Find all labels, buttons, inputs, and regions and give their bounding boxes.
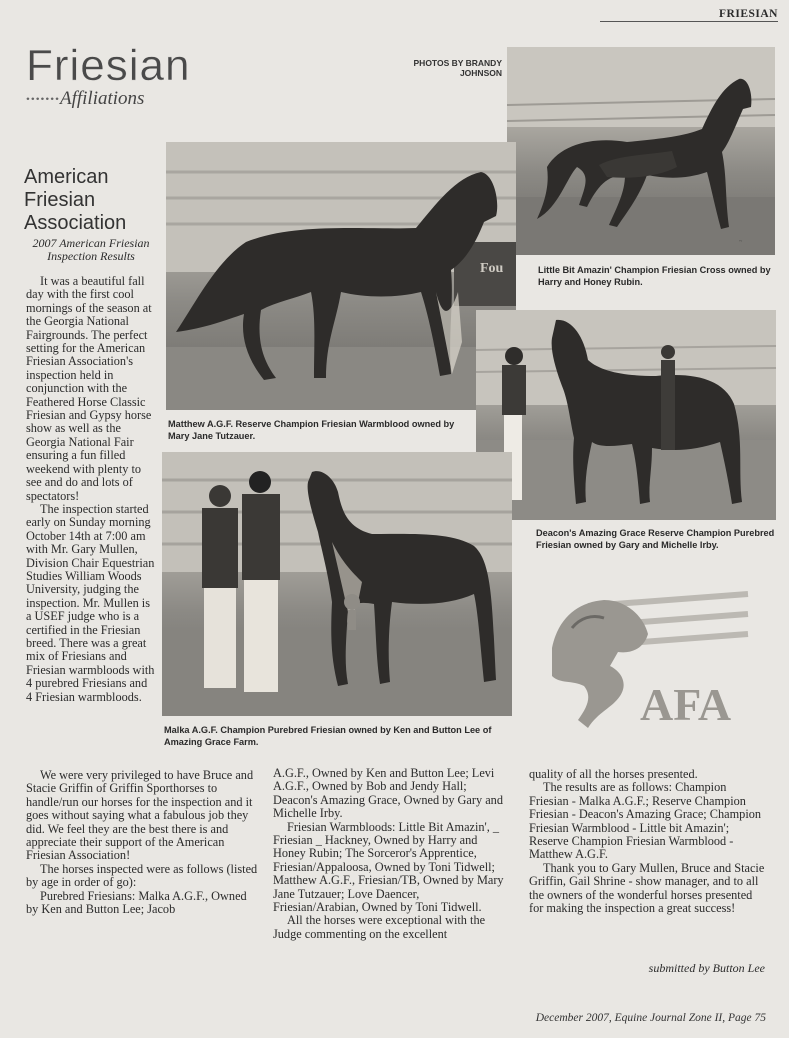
byline: submitted by Button Lee: [648, 961, 765, 975]
column-3: [529, 768, 765, 915]
article-headline: American Friesian Association: [24, 166, 127, 234]
paragraph: It was a beautiful fall day with the first cool mornings of the season at the Georgia National Fairgrounds. The perfect setting for the American Friesian Association's inspection held in conjunction with the Feathered Horse Classic Friesian and Gypsy horse show as well as the Georgia National Fair ensuring a fun filled weekend with plenty to see and do and lots of spectators!: [26, 275, 152, 503]
photo-malka: [162, 452, 512, 716]
banner-fragment: Fou: [480, 261, 504, 276]
paragraph: We were very privileged to have Bruce and Stacie Griffin of Griffin Sporthorses to handle/run our horses for the inspection and it goes without saying what a fabulous job they did. We feel they are the best there is and appreciate their support of the American Friesian Association!: [26, 768, 254, 863]
article-kicker: 2007 American Friesian Inspection Results: [32, 236, 150, 263]
photo-little-bit-amazin: [507, 47, 775, 255]
column-2: [273, 767, 505, 941]
logo-dots: •••••••: [26, 93, 60, 106]
logo-title: Friesian: [26, 41, 191, 90]
caption-deacons-amazing-grace: Deacon's Amazing Grace Reserve Champion Purebred Friesian owned by Gary and Michelle Irby.: [536, 528, 775, 550]
paragraph: The inspection started early on Sunday morning October 14th at 7:00 am with Mr. Gary Mullen, Division Chair Equestrian Studies William Woods University, judging the inspection. Mr. Mullen is a USEF judge who is a certified in the Friesian breed. There was a great mix of Friesians and Friesian warmbloods with 4 purebred Friesians and 4 Friesian warmbloods.: [26, 501, 155, 704]
photo-matthew: [166, 142, 516, 410]
page-footer: December 2007, Equine Journal Zone II, Page 75: [535, 1012, 766, 1024]
afa-logo-text: AFA: [640, 679, 732, 730]
paragraph: quality of all the horses presented.: [529, 767, 698, 781]
section-label: FRIESIAN: [600, 8, 778, 22]
paragraph: A.G.F., Owned by Ken and Button Lee; Levi A.G.F., Owned by Bob and Jendy Hall; Deacon's Amazing Grace, Owned by Gary and Michelle Irby.: [273, 766, 503, 821]
caption-little-bit-amazin: Little Bit Amazin' Champion Friesian Cross owned by Harry and Honey Rubin.: [538, 265, 771, 287]
caption-matthew: Matthew A.G.F. Reserve Champion Friesian Warmblood owned by Mary Jane Tutzauer.: [168, 419, 455, 441]
logo-subtitle: [26, 88, 144, 110]
column-1-narrow: [26, 275, 156, 762]
paragraph: Thank you to Gary Mullen, Bruce and Stacie Griffin, Gail Shrine - show manager, and to all the owners of the wonderful horses presented for making the inspection a great success!: [529, 860, 765, 916]
svg-text:~: ~: [739, 239, 743, 245]
paragraph: Purebred Friesians: Malka A.G.F., Owned by Ken and Button Lee; Jacob: [26, 888, 247, 917]
afa-logo: [548, 588, 754, 732]
photo-credit: PHOTOS BY BRANDY JOHNSON: [413, 58, 502, 78]
paragraph: The horses inspected were as follows (listed by age in order of go):: [26, 861, 258, 890]
caption-malka: Malka A.G.F. Champion Purebred Friesian owned by Ken and Button Lee of Amazing Grace Farm.: [164, 725, 492, 747]
paragraph: The results are as follows: Champion Friesian - Malka A.G.F.; Reserve Champion Friesian - Deacon's Amazing Grace; Champion Friesian Warmblood - Little bit Amazin'; Reserve Champion Friesian Warmblood - Matthew A.G.F.: [529, 780, 762, 862]
photo-deacons-amazing-grace: [476, 310, 776, 520]
logo-subtitle-text: Affiliations: [59, 88, 145, 109]
paragraph: All the horses were exceptional with the Judge commenting on the excellent: [273, 913, 486, 941]
column-1-wide: [26, 769, 258, 916]
paragraph: Friesian Warmbloods: Little Bit Amazin', _ Friesian _ Hackney, Owned by Harry and Honey Rubin; The Sorceror's Apprentice, Friesian/Appaloosa, Owned by Toni Tidwell; Matthew A.G.F., Friesian/TB, Owned by Mary Jane Tutzauer; Love Daencer, Friesian/Arabian, Owned by Toni Tidwell.: [273, 819, 504, 915]
